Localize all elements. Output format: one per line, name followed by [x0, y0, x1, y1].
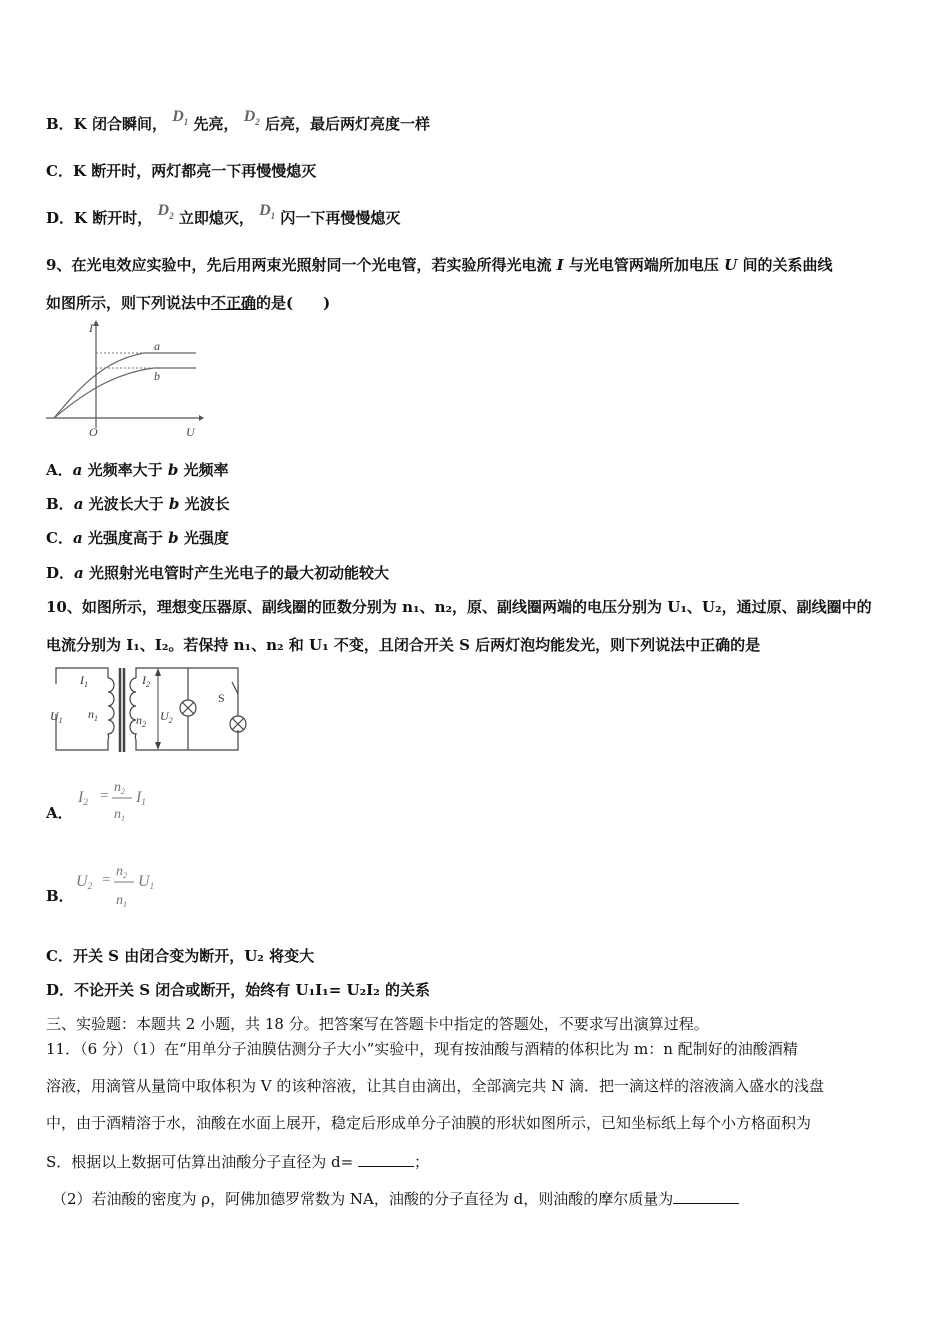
option-text: 光频率	[178, 461, 229, 479]
q9-option-b	[46, 494, 230, 514]
option-text: 光频率大于	[82, 461, 168, 479]
q9-stem-text: 与光电管两端所加电压	[563, 256, 725, 274]
label-o: O	[89, 425, 98, 439]
q11-line5	[52, 1187, 739, 1209]
q11-text: （2）若油酸的密度为 ρ，阿佛加德罗常数为 NA，油酸的分子直径为 d，则油酸的摩尔质量为	[52, 1190, 674, 1208]
var: a	[74, 564, 84, 582]
option-text: 光强度高于	[82, 529, 169, 547]
q8-option-b-mid: 先亮，	[193, 115, 239, 133]
u2-arrow-tail	[155, 742, 161, 750]
option-label: A．	[46, 461, 73, 479]
q10-stem-text: 10、如图所示，理想变压器原、副线圈的匝数分别为 n₁、n₂，原、副线圈两端的电压分别为 U₁、U₂，通过原、副线圈中的	[46, 598, 872, 616]
q9-iu-graph	[44, 318, 204, 440]
u-axis-arrow	[199, 415, 204, 421]
q10-option-a	[46, 803, 73, 823]
d2-symbol: $D_2$	[243, 108, 260, 128]
option-label: B．	[46, 887, 74, 905]
q10-option-c	[46, 946, 314, 966]
option-label: C．	[46, 529, 73, 547]
label-n2: $n_2$	[136, 713, 146, 729]
q10-transformer-circuit	[48, 664, 248, 754]
q10-stem-text: 电流分别为 I₁、I₂。若保持 n₁、n₂ 和 U₁ 不变，且闭合开关 S 后两灯泡均能发光，则下列说法中正确的是	[46, 636, 761, 654]
var: a	[72, 529, 83, 547]
answer-blank-molar-mass[interactable]	[673, 1187, 739, 1204]
q8-option-b-end: 后亮，最后两灯亮度一样	[265, 115, 431, 133]
switch-blade	[232, 682, 238, 694]
label-b: b	[154, 369, 160, 383]
q9-not-correct: 不正确	[211, 294, 257, 312]
label-a: a	[154, 339, 160, 353]
rhs: I1	[136, 789, 146, 807]
d1-symbol: $D_1$	[259, 202, 276, 222]
var-u: U	[724, 256, 738, 274]
u2-arrow-head	[155, 668, 161, 676]
q9-option-d	[46, 563, 389, 583]
eq: =	[102, 872, 111, 888]
num: $n_2$	[114, 780, 125, 796]
q11-text: 11．（6 分）（1）在“用单分子油膜估测分子大小”实验中，现有按油酸与酒精的体积比为 m：n 配制好的油酸酒精	[46, 1040, 798, 1058]
q9-stem-text: 9、在光电效应实验中，先后用两束光照射同一个光电管，若实验所得光电流	[46, 256, 557, 274]
q8-option-d	[46, 202, 401, 234]
num: $n_2$	[116, 864, 127, 880]
q9-stem-line2	[46, 293, 330, 313]
q11-line1	[46, 1039, 798, 1059]
q11-text: S．根据以上数据可估算出油酸分子直径为 d=	[46, 1153, 358, 1171]
lhs: U2	[76, 873, 93, 891]
q8-option-d-mid: 立即熄灭，	[178, 209, 254, 227]
q11-line3	[46, 1113, 811, 1133]
label-n1: $n_1$	[88, 707, 98, 723]
q10-stem-line1	[46, 597, 872, 617]
var: b	[168, 495, 180, 513]
secondary-wire-bottom	[136, 730, 238, 750]
q11-text: 中，由于酒精溶于水，油酸在水面上展开，稳定后形成单分子油膜的形状如图所示，已知坐标纸上每个小方格面积为	[46, 1114, 812, 1132]
curve-b	[54, 368, 196, 418]
rhs: U1	[138, 873, 155, 891]
q8-option-c-label: C．K 断开时，两灯都亮一下再慢慢熄灭	[46, 162, 317, 180]
label-i1: $I_1$	[80, 673, 88, 689]
label-s: S	[218, 691, 225, 705]
q9-stem-text: 的是( )	[256, 294, 331, 312]
i-axis-arrow	[93, 320, 99, 326]
var: b	[167, 461, 179, 479]
var: a	[73, 495, 84, 513]
option-text: 光波长	[179, 495, 230, 513]
option-text: 光强度	[178, 529, 229, 547]
q10-stem-line2	[46, 635, 760, 655]
label-u2: $U_2$	[160, 709, 173, 725]
primary-wire-bottom	[56, 714, 108, 750]
q9-stem-text: 间的关系曲线	[737, 256, 833, 274]
label-u1: $U_1$	[50, 709, 63, 725]
option-text: D．不论开关 S 闭合或断开，始终有 U₁I₁= U₂I₂ 的关系	[46, 981, 430, 999]
den: $n_1$	[116, 893, 127, 909]
label-i: I	[89, 321, 93, 335]
q11-text: ；	[413, 1153, 429, 1171]
q8-option-b	[46, 108, 431, 140]
d2-symbol: $D_2$	[157, 202, 174, 222]
q8-option-b-label: B．K 闭合瞬间，	[46, 115, 167, 133]
q10-option-b	[46, 886, 74, 906]
q8-option-c	[46, 161, 316, 181]
option-text: 光照射光电管时产生光电子的最大初动能较大	[83, 564, 389, 582]
option-text: 光波长大于	[83, 495, 169, 513]
q8-option-d-label: D．K 断开时，	[46, 209, 153, 227]
var: a	[72, 461, 83, 479]
lhs: I2	[78, 789, 88, 807]
q9-option-a	[46, 460, 229, 480]
option-text: C．开关 S 由闭合变为断开，U₂ 将变大	[46, 947, 315, 965]
var: b	[168, 529, 179, 547]
option-label: A．	[46, 804, 73, 822]
q10-formula-b	[74, 858, 174, 910]
label-i2: $I_2$	[142, 673, 150, 689]
eq: =	[100, 788, 109, 804]
den: $n_1$	[114, 807, 125, 823]
primary-coil	[108, 678, 114, 740]
d1-symbol: $D_1$	[172, 108, 189, 128]
q11-line2	[46, 1076, 824, 1096]
label-u: U	[186, 425, 195, 439]
curve-a	[54, 353, 196, 418]
q11-line4	[46, 1150, 429, 1172]
answer-blank-d[interactable]	[358, 1150, 414, 1167]
q9-stem-text: 如图所示，则下列说法中	[46, 294, 212, 312]
q11-text: 溶液，用滴管从量筒中取体积为 V 的该种溶液，让其自由滴出，全部滴完共 N 滴．把一滴这样的溶液滴入盛水的浅盘	[46, 1077, 825, 1095]
q9-option-c	[46, 528, 229, 548]
section-title-text: 三、实验题：本题共 2 小题，共 18 分。把答案写在答题卡中指定的答题处，不要求写出演算过程。	[46, 1015, 709, 1033]
q10-formula-a	[76, 774, 166, 824]
option-label: D．	[46, 564, 75, 582]
q9-stem-line1	[46, 255, 832, 275]
secondary-coil	[130, 678, 136, 740]
q8-option-d-end: 闪一下再慢慢熄灭	[280, 209, 401, 227]
section-3-title	[46, 1014, 709, 1034]
q10-option-d	[46, 980, 430, 1000]
option-label: B．	[46, 495, 74, 513]
var-i: I	[556, 256, 564, 274]
